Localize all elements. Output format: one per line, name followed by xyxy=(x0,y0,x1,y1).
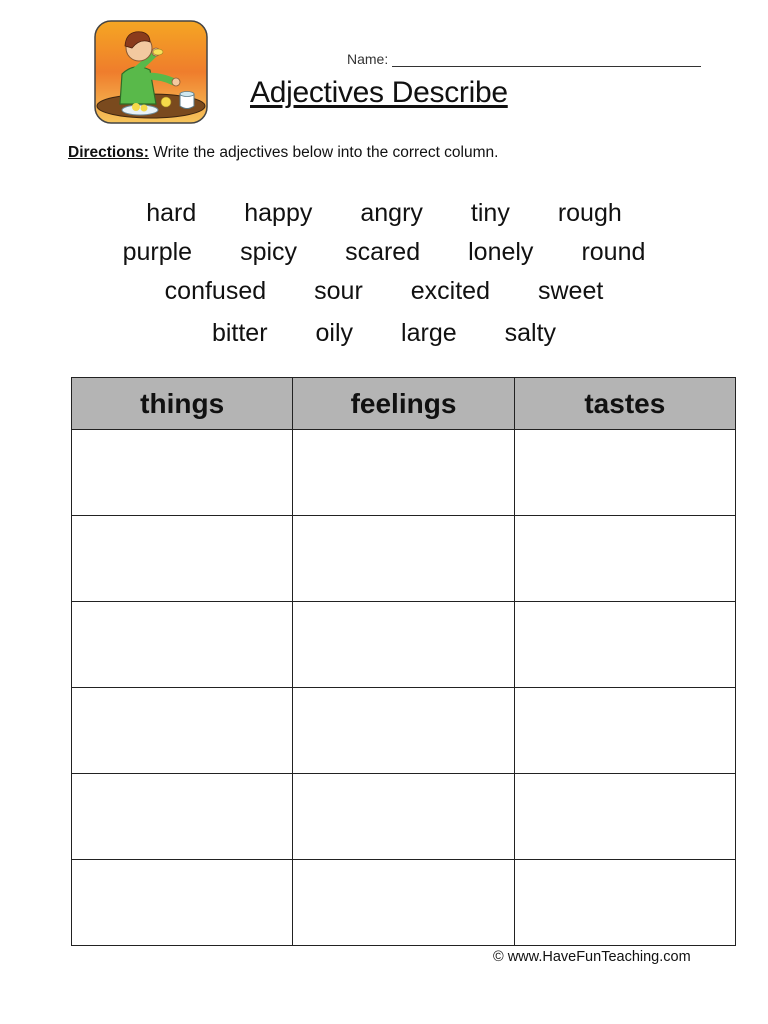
word-bank-item: scared xyxy=(345,237,421,266)
word-bank-item: salty xyxy=(504,318,557,347)
directions xyxy=(68,144,498,162)
boy-eating-clipart xyxy=(92,18,210,126)
word-bank-row-2 xyxy=(0,235,768,269)
word-bank-item: confused xyxy=(164,276,267,305)
word-bank-item: lonely xyxy=(468,237,534,266)
directions-label: Directions: xyxy=(68,144,149,161)
word-bank-row-3 xyxy=(0,274,768,308)
word-bank-item: excited xyxy=(410,276,490,305)
word-bank-item: sour xyxy=(314,276,363,305)
answer-cell[interactable] xyxy=(293,516,514,602)
column-header-things: things xyxy=(72,378,293,430)
answer-cell[interactable] xyxy=(293,688,514,774)
answer-cell[interactable] xyxy=(293,860,514,946)
word-bank-item: sweet xyxy=(538,276,604,305)
word-bank-item: bitter xyxy=(211,318,268,347)
word-bank-item: large xyxy=(401,318,457,347)
word-bank-item: rough xyxy=(557,198,622,227)
word-bank-item: angry xyxy=(360,198,423,227)
copyright-footer: © www.HaveFunTeaching.com xyxy=(493,949,691,965)
answer-cell[interactable] xyxy=(72,516,293,602)
name-label: Name: xyxy=(347,51,389,67)
name-field[interactable] xyxy=(347,47,701,67)
table-row xyxy=(72,430,736,516)
answer-cell[interactable] xyxy=(514,860,735,946)
answer-cell[interactable] xyxy=(514,430,735,516)
answer-cell[interactable] xyxy=(72,602,293,688)
answer-cell[interactable] xyxy=(72,430,293,516)
answer-cell[interactable] xyxy=(72,860,293,946)
answer-cell[interactable] xyxy=(514,516,735,602)
answer-cell[interactable] xyxy=(293,602,514,688)
answer-cell[interactable] xyxy=(293,430,514,516)
word-bank-item: spicy xyxy=(240,237,298,266)
table-row xyxy=(72,602,736,688)
answer-cell[interactable] xyxy=(293,774,514,860)
name-line[interactable] xyxy=(392,54,701,67)
answer-cell[interactable] xyxy=(514,688,735,774)
word-bank-item: happy xyxy=(244,198,313,227)
table-row xyxy=(72,860,736,946)
table-row xyxy=(72,774,736,860)
column-header-tastes: tastes xyxy=(514,378,735,430)
answer-cell[interactable] xyxy=(514,774,735,860)
word-bank-row-4 xyxy=(0,316,768,350)
table-row xyxy=(72,516,736,602)
column-header-feelings: feelings xyxy=(293,378,514,430)
table-header-row xyxy=(72,378,736,430)
word-bank-item: hard xyxy=(146,198,197,227)
page-title: Adjectives Describe xyxy=(250,76,508,109)
table-row xyxy=(72,688,736,774)
sorting-table xyxy=(71,377,736,946)
answer-cell[interactable] xyxy=(72,688,293,774)
directions-text: Write the adjectives below into the correct column. xyxy=(153,144,499,161)
word-bank-item: tiny xyxy=(470,198,510,227)
answer-cell[interactable] xyxy=(72,774,293,860)
answer-cell[interactable] xyxy=(514,602,735,688)
word-bank-item: purple xyxy=(122,237,193,266)
word-bank-row-1 xyxy=(0,196,768,230)
word-bank-item: oily xyxy=(315,318,354,347)
word-bank-item: round xyxy=(581,237,646,266)
